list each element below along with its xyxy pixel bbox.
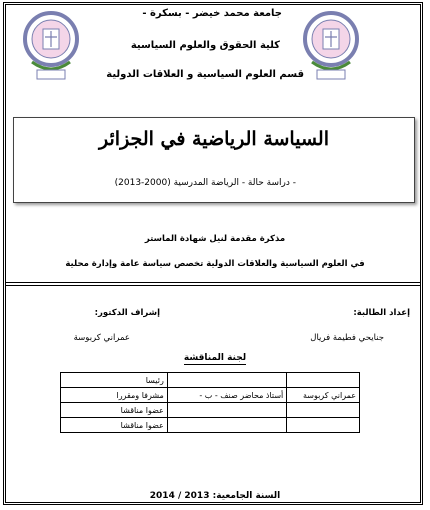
university-logo-right xyxy=(302,10,360,84)
divider-bottom xyxy=(6,285,420,286)
title-box xyxy=(13,117,415,203)
member-rank: أستاذ محاضر صنف - ب - xyxy=(167,388,286,403)
committee-table xyxy=(60,372,360,433)
table-row xyxy=(61,403,360,418)
student-label: إعداد الطالبة: xyxy=(353,308,410,318)
member-role: رئيسا xyxy=(61,373,168,388)
member-role: عضوا مناقشا xyxy=(61,403,168,418)
member-name xyxy=(287,373,360,388)
member-rank xyxy=(167,418,286,433)
academic-year: السنة الجامعية: 2013 / 2014 xyxy=(149,491,281,501)
thesis-title: السياسة الرياضية في الجزائر xyxy=(99,128,329,150)
member-role: مشرفا ومقررا xyxy=(61,388,168,403)
divider-top xyxy=(6,282,420,283)
committee-title: لجنة المناقشة xyxy=(183,353,247,363)
member-rank xyxy=(167,373,286,388)
supervisor-label: إشراف الدكتور: xyxy=(94,308,160,318)
member-name xyxy=(287,418,360,433)
university-name: جامعة محمد خيضر - بسكرة - xyxy=(142,8,282,19)
table-row xyxy=(61,388,360,403)
member-role: عضوا مناقشا xyxy=(61,418,168,433)
table-row xyxy=(61,418,360,433)
faculty-name: كلية الحقوق والعلوم السياسية xyxy=(130,40,280,51)
university-logo-left xyxy=(22,10,80,84)
student-name: جنايحي فطيمة فريال xyxy=(310,333,384,343)
member-rank xyxy=(167,403,286,418)
memo-line-1: مذكرة مقدمة لنيل شهادة الماستر xyxy=(144,234,286,244)
member-name xyxy=(287,403,360,418)
thesis-subtitle: - دراسة حالة - الرياضة المدرسية (2000-2013) xyxy=(114,178,296,188)
supervisor-name: عمراني كربوسة xyxy=(73,333,130,343)
member-name: عمراني كربوسة xyxy=(287,388,360,403)
table-row xyxy=(61,373,360,388)
department-name: قسم العلوم السياسية و العلاقات الدولية xyxy=(106,69,304,80)
memo-line-2: في العلوم السياسية والعلاقات الدولية تخصص سياسة عامة وإدارة محلية xyxy=(65,259,365,269)
